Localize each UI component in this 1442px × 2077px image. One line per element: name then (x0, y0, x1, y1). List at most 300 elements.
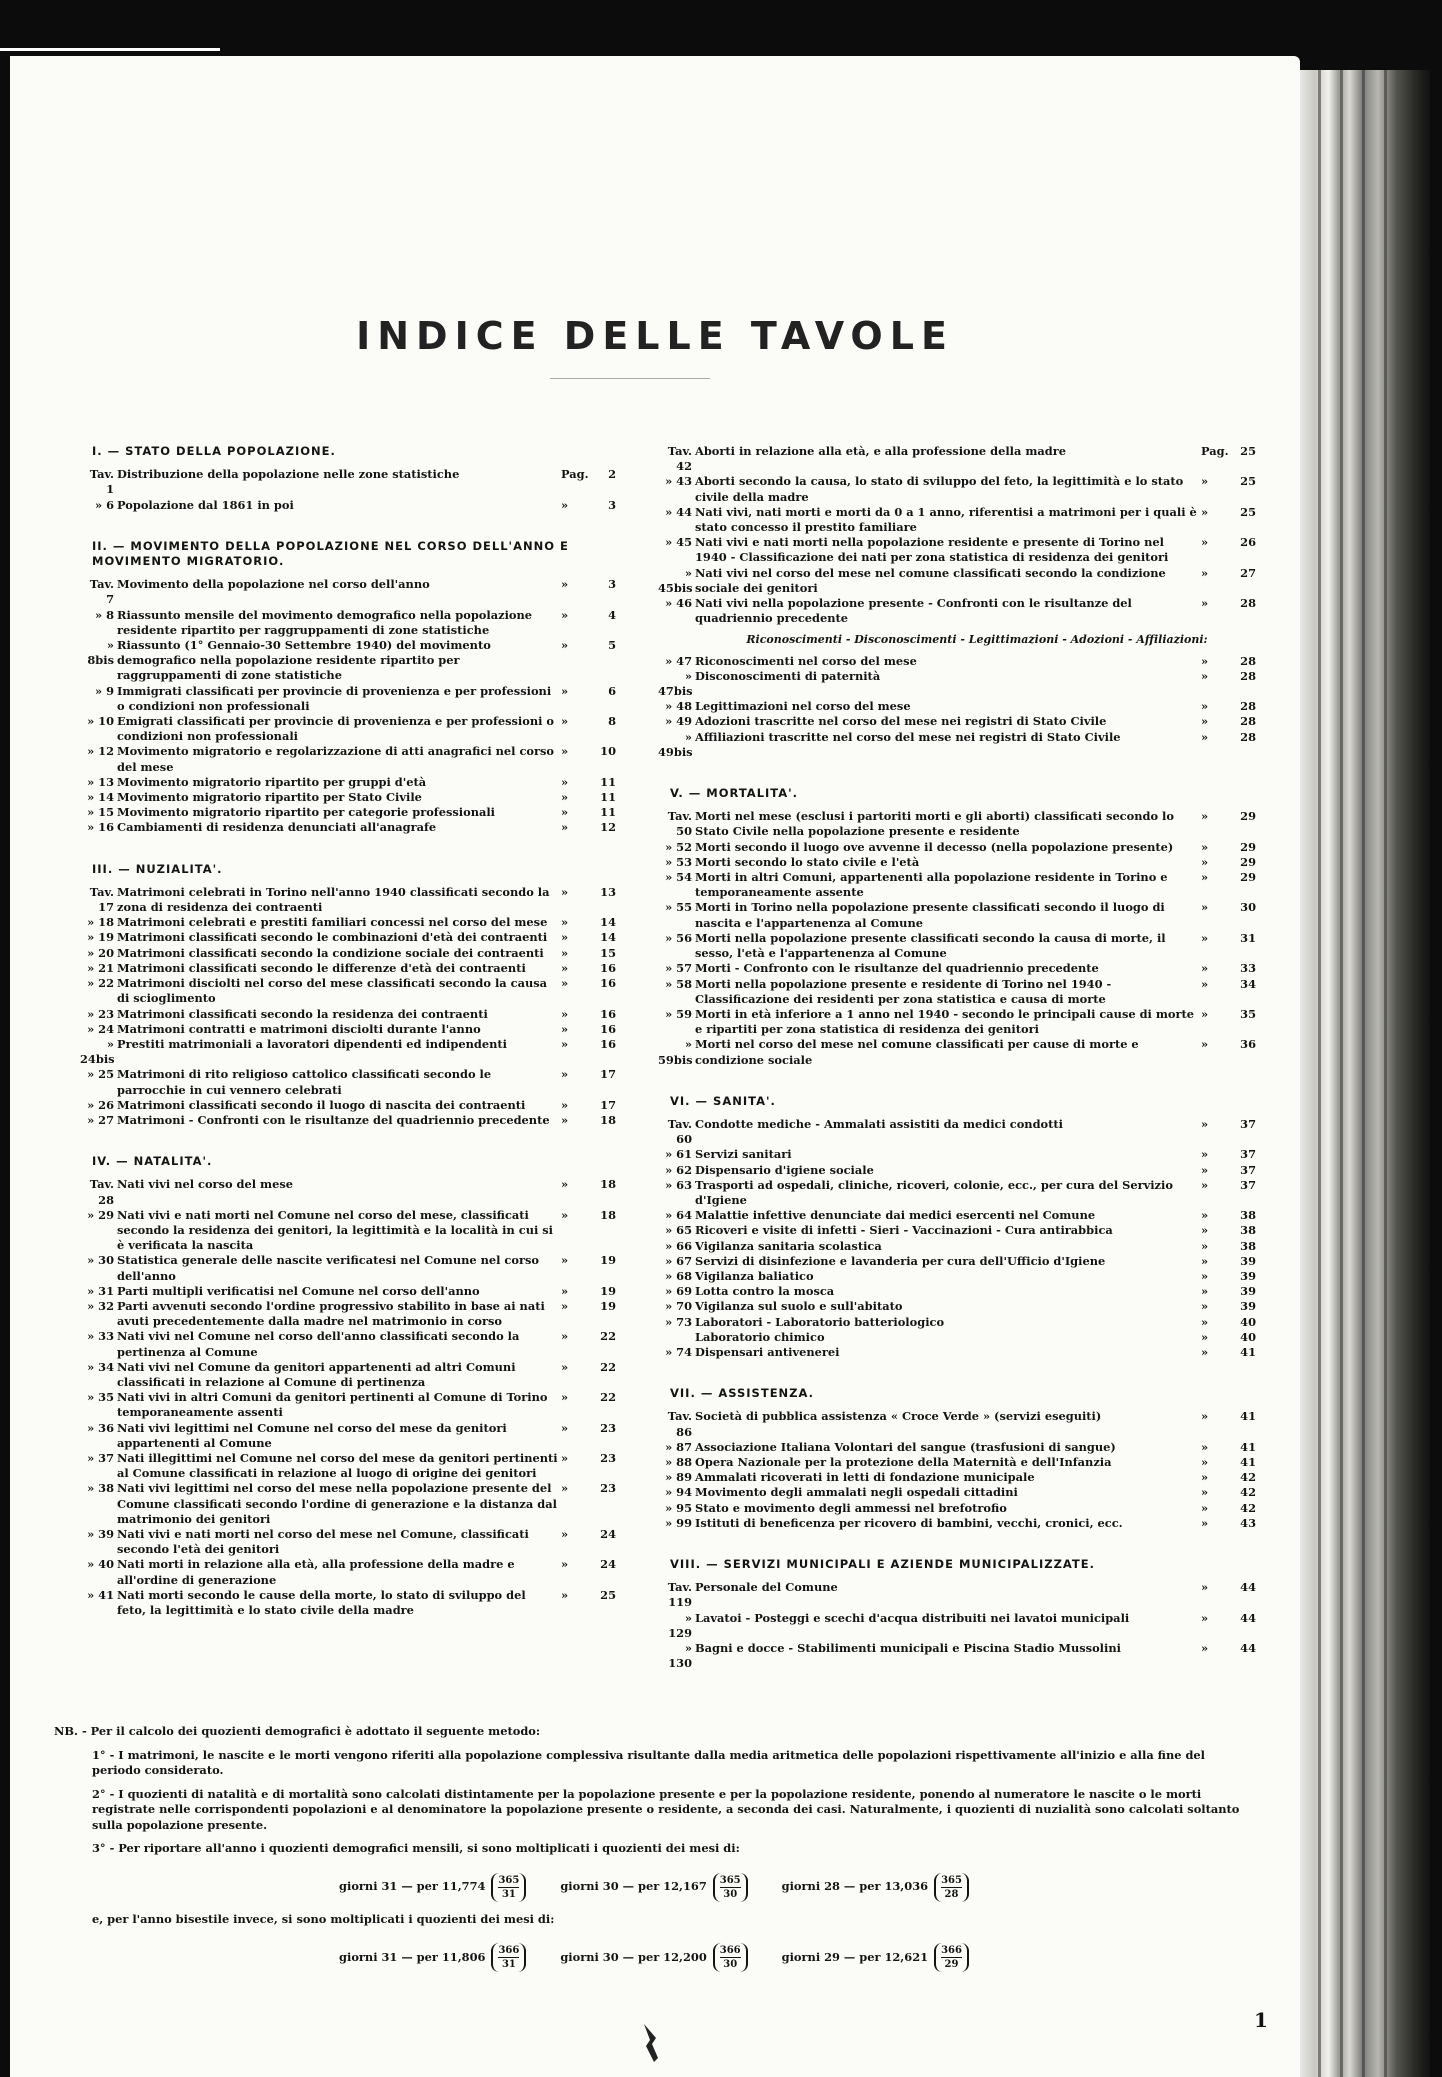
entry-page-number: 44 (1240, 1580, 1256, 1595)
entry-title: Matrimoni classificati secondo le differenze d'età dei contraenti (117, 960, 526, 975)
entry-page-marker: » (1201, 1147, 1209, 1162)
entry-page-marker: » (1201, 565, 1209, 580)
entry-title: Nati illegittimi nel Comune nel corso del mese da genitori pertinenti al Comune classificati in relazione al luogo di origine dei genitori (117, 1450, 558, 1481)
entry-number: » 38 (87, 1481, 114, 1496)
entry-title: Società di pubblica assistenza « Croce Verde » (servizi eseguiti) (695, 1409, 1102, 1424)
index-entry (80, 1481, 616, 1527)
entry-page-number: 23 (600, 1450, 616, 1465)
entry-page-number: 30 (1240, 900, 1256, 915)
entry-page-number: 11 (600, 790, 616, 805)
entry-page-number: 31 (1240, 930, 1256, 945)
fraction-numerator: 365 (498, 1874, 520, 1886)
index-entry (80, 946, 616, 961)
entry-page-number: 22 (600, 1329, 616, 1344)
entry-title: Lavatoi - Posteggi e scechi d'acqua distribuiti nei lavatoi municipali (695, 1610, 1130, 1625)
entry-number: » 68 (665, 1268, 692, 1283)
entry-page-marker: » (561, 1527, 569, 1541)
entry-title: Movimento migratorio ripartito per Stato Civile (117, 790, 422, 805)
entry-page-marker: » (561, 1283, 569, 1298)
index-entry (80, 1098, 616, 1113)
entry-page-number: 3 (608, 497, 616, 512)
entry-title: Lotta contro la mosca (695, 1284, 835, 1299)
index-entry (658, 1409, 1256, 1439)
entry-page-marker: » (561, 638, 569, 653)
entry-title: Nati vivi in altri Comuni da genitori pertinenti al Comune di Torino temporaneamente assenti (117, 1390, 548, 1420)
entry-number: » 14 (87, 790, 114, 805)
entry-page-marker: » (561, 1006, 569, 1021)
entry-page-marker: » (1201, 1299, 1209, 1314)
entry-number: » 49bis (658, 729, 693, 759)
entry-page-number: 16 (600, 960, 616, 975)
section-heading: VI. — SANITA'. (670, 1093, 776, 1108)
entry-title: Distribuzione della popolazione nelle zone statistiche (117, 467, 460, 482)
fraction-denominator: 30 (723, 1959, 738, 1970)
index-entry (80, 915, 616, 930)
entry-number: » 22 (87, 976, 114, 991)
entry-page-marker: » (1201, 1454, 1209, 1469)
section-gap (80, 513, 616, 539)
entry-page-number: 40 (1240, 1314, 1256, 1329)
entry-page-marker: » (561, 1420, 569, 1435)
entry-title: Morti nella popolazione presente classificati secondo la causa di morte, il sesso, l'età e l'appartenenza al Comune (695, 930, 1166, 961)
entry-page-marker: » (1201, 1208, 1209, 1223)
entry-page-marker: » (1201, 699, 1209, 714)
entry-title: Nati vivi legittimi nel Comune nel corso del mese da genitori appartenenti al Comune (117, 1420, 507, 1450)
entry-page-number: 33 (1240, 961, 1256, 976)
entry-title: Riassunto mensile del movimento demografico nella popolazione residente ripartito per raggruppamenti di zone statistiche (117, 607, 533, 637)
fraction-numerator: 366 (941, 1945, 962, 1956)
entry-title: Vigilanza sul suolo e sull'abitato (695, 1299, 903, 1314)
formula-fraction (713, 1943, 748, 1972)
entry-number: » 12 (87, 744, 114, 759)
entry-page-number: 4 (608, 607, 616, 622)
note-item-1: 1° - I matrimoni, le nascite e le morti vengono riferiti alla popolazione complessiva risultante dalla media aritmetica delle popolazioni rispettivamente all'inizio e alla fine del periodo considerato. (92, 1747, 1205, 1777)
entry-number: » 59 (665, 1006, 692, 1021)
index-entry (80, 1067, 616, 1097)
entry-title: Servizi di disinfezione e lavanderia per cura dell'Ufficio d'Igiene (695, 1253, 1106, 1268)
entry-page-number: 11 (600, 774, 616, 789)
entry-number: » 73 (665, 1314, 692, 1329)
entry-title: Aborti secondo la causa, lo stato di sviluppo del feto, la legittimità e lo stato civile della madre (695, 474, 1184, 504)
entry-page-number: 26 (1240, 535, 1256, 550)
entry-page-marker: » (561, 1481, 569, 1496)
entry-page-number: 36 (1240, 1037, 1256, 1052)
entry-title: Nati vivi, nati morti e morti da 0 a 1 anno, riferentisi a matrimoni per i quali è stato concesso il prestito familiare (695, 504, 1197, 535)
formula-leap-year (54, 1943, 1254, 1972)
entry-title: Condotte mediche - Ammalati assistiti da medici condotti (695, 1116, 1063, 1131)
index-entry (658, 730, 1256, 760)
entry-title: Movimento migratorio e regolarizzazione di atti anagrafici nel corso del mese (117, 744, 555, 774)
entry-number: » 8 (94, 607, 114, 622)
entry-page-number: 29 (1240, 839, 1256, 854)
index-entry (658, 444, 1256, 474)
entry-page-marker: » (561, 1207, 569, 1222)
index-entry (80, 638, 616, 684)
entry-number: » 31 (87, 1283, 114, 1298)
entry-page-marker: » (561, 577, 569, 592)
entry-page-number: 22 (600, 1359, 616, 1374)
entry-page-number: 34 (1240, 976, 1256, 991)
index-entry (80, 1284, 616, 1299)
entry-page-marker: » (1201, 870, 1209, 885)
fraction-numerator: 366 (498, 1945, 520, 1956)
entry-page-number: 25 (600, 1587, 616, 1602)
entry-title: Matrimoni disciolti nel corso del mese classificati secondo la causa di scioglimento (117, 976, 548, 1006)
index-entry (80, 790, 616, 805)
entry-number: » 34 (87, 1359, 114, 1374)
index-entry (658, 1299, 1256, 1314)
entry-number: » 43 (665, 474, 692, 489)
entry-page-number: 42 (1240, 1470, 1256, 1485)
entry-number: » 63 (665, 1177, 692, 1192)
entry-number: » 40 (87, 1557, 114, 1572)
index-entry (658, 1485, 1256, 1500)
entry-page-marker: » (561, 1112, 569, 1127)
entry-page-marker: » (1201, 504, 1209, 519)
entry-page-marker: » (561, 805, 569, 820)
entry-page-number: 11 (600, 805, 616, 820)
entry-title: Movimento migratorio ripartito per categorie professionali (117, 805, 496, 820)
entry-title: Prestiti matrimoniali a lavoratori dipendenti ed indipendenti (117, 1036, 507, 1051)
entry-number: » 74 (665, 1344, 692, 1359)
entry-title: Nati vivi e nati morti nel Comune nel corso del mese, classificati secondo la residenza dei genitori, la legittimità e la località in cui si è verificata la nascita (117, 1207, 554, 1253)
entry-title: Istituti di beneficenza per ricovero di bambini, vecchi, cronici, ecc. (695, 1515, 1123, 1530)
entry-page-marker: » (1201, 1641, 1209, 1656)
entry-page-number: 25 (1240, 474, 1256, 489)
index-entry (658, 1611, 1256, 1641)
entry-title: Matrimoni classificati secondo il luogo di nascita dei contraenti (117, 1097, 526, 1112)
entry-number: » 95 (665, 1500, 692, 1515)
entry-page-number: 25 (1240, 504, 1256, 519)
index-entry (658, 977, 1256, 1007)
entry-page-marker: » (1201, 854, 1209, 869)
entry-number: » 20 (87, 945, 114, 960)
entry-number: » 39 (87, 1527, 114, 1541)
entry-title: Morti in età inferiore a 1 anno nel 1940 - secondo le principali cause di morte e ripartiti per zona statistica di residenza dei genitori (695, 1006, 1194, 1037)
entry-title: Matrimoni celebrati e prestiti familiari concessi nel corso del mese (117, 915, 548, 930)
index-entry (80, 820, 616, 835)
entry-title: Ricoveri e visite di infetti - Sieri - Vaccinazioni - Cura antirabbica (695, 1223, 1113, 1238)
entry-title: Nati vivi nel Comune da genitori appartenenti ad altri Comuni classificati in relazione al Comune di pertinenza (117, 1359, 516, 1389)
entry-number: Tav. 17 (89, 884, 114, 915)
index-entry (80, 1007, 616, 1022)
entry-page-number: 29 (1240, 854, 1256, 869)
entry-page-number: 28 (1240, 653, 1256, 668)
section-gap (658, 1531, 1256, 1557)
formula-item (339, 1943, 526, 1972)
section-heading: III. — NUZIALITA'. (92, 861, 223, 876)
entry-title: Movimento degli ammalati negli ospedali cittadini (695, 1485, 1018, 1500)
entry-page-marker: » (561, 607, 569, 622)
entry-page-marker: » (561, 945, 569, 960)
index-entry (658, 840, 1256, 855)
entry-page-marker: » (1201, 1162, 1209, 1177)
index-entry (658, 1470, 1256, 1485)
entry-title: Riassunto (1° Gennaio-30 Settembre 1940) del movimento demografico nella popolazione residente ripartito per raggruppamenti di zone statistiche (117, 638, 491, 683)
entry-title: Servizi sanitari (695, 1147, 792, 1162)
entry-page-marker: » (561, 1021, 569, 1036)
entry-page-marker: » (561, 1359, 569, 1374)
entry-number: » 45bis (658, 565, 693, 595)
entry-title: Movimento della popolazione nel corso dell'anno (117, 577, 430, 592)
entry-page-number: 44 (1240, 1610, 1256, 1625)
index-entry (658, 1147, 1256, 1162)
entry-page-marker: » (561, 930, 569, 945)
index-entry (658, 714, 1256, 729)
index-entry (80, 1299, 616, 1329)
index-entry (658, 1455, 1256, 1470)
formula-fraction (934, 1943, 969, 1972)
entry-number: » 55 (665, 900, 692, 915)
entry-title: Dispensario d'igiene sociale (695, 1162, 874, 1177)
entry-title: Morti in altri Comuni, appartenenti alla popolazione residente in Torino e temporaneamente assente (695, 870, 1168, 900)
entry-number: Tav. 7 (89, 577, 114, 607)
entry-title: Nati morti in relazione alla età, alla professione della madre e all'ordine di generazione (117, 1557, 515, 1587)
entry-page-number: 41 (1240, 1454, 1256, 1469)
index-entry (80, 577, 616, 607)
entry-title: Morti nella popolazione presente e residente di Torino nel 1940 - Classificazione dei residenti per zona statistica e causa di morte (695, 976, 1112, 1006)
index-entry (658, 1208, 1256, 1223)
entry-title: Dispensari antivenerei (695, 1344, 840, 1359)
entry-title: Matrimoni contratti e matrimoni disciolti durante l'anno (117, 1021, 481, 1036)
index-entry (658, 1037, 1256, 1067)
entry-title: Matrimoni celebrati in Torino nell'anno 1940 classificati secondo la zona di residenza dei contraenti (117, 884, 550, 915)
section-gap (80, 1128, 616, 1154)
entry-page-marker: » (1201, 729, 1209, 744)
entry-number: » 129 (668, 1610, 692, 1640)
entry-page-marker: » (1201, 1580, 1209, 1595)
entry-page-marker: » (561, 774, 569, 789)
entry-title: Riconoscimenti nel corso del mese (695, 653, 917, 668)
entry-page-number: 41 (1240, 1409, 1256, 1424)
entry-number: » 32 (87, 1298, 114, 1313)
entry-page-number: 18 (600, 1112, 616, 1127)
fraction-numerator: 365 (719, 1874, 741, 1886)
entry-title: Ammalati ricoverati in letti di fondazione municipale (695, 1470, 1035, 1485)
entry-number: » 9 (94, 683, 114, 698)
entry-number: » 69 (665, 1284, 692, 1299)
entry-number: » 19 (87, 930, 114, 945)
index-entry (658, 1117, 1256, 1147)
section-gap (658, 1360, 1256, 1386)
entry-page-number: 16 (600, 1006, 616, 1021)
entry-page-marker: » (1201, 535, 1209, 550)
index-entry (80, 1451, 616, 1481)
index-entry (658, 566, 1256, 596)
entry-page-marker: » (1201, 474, 1209, 489)
entry-page-number: 29 (1240, 870, 1256, 885)
title-rule (550, 378, 710, 379)
formula-common-year (54, 1873, 1254, 1902)
entry-title: Emigrati classificati per provincie di provenienza e per professioni o condizioni non professionali (117, 714, 555, 744)
entry-number: » 18 (87, 915, 114, 930)
entry-page-marker: » (1201, 668, 1209, 683)
formula-item (782, 1873, 969, 1902)
section-gap (80, 836, 616, 862)
entry-page-marker: » (1201, 1610, 1209, 1625)
index-entry (80, 1557, 616, 1587)
index-entry (80, 1360, 616, 1390)
entry-page-number: 19 (600, 1253, 616, 1268)
entry-title: Adozioni trascritte nel corso del mese nei registri di Stato Civile (695, 714, 1107, 729)
entry-title: Matrimoni classificati secondo le combinazioni d'età dei contraenti (117, 930, 548, 945)
formula-label: giorni 30 — per 12,200 (560, 1949, 707, 1964)
index-entry (658, 870, 1256, 900)
entry-page-marker: » (561, 1067, 569, 1082)
entry-page-number: 28 (1240, 699, 1256, 714)
index-entry (80, 775, 616, 790)
index-entry (658, 1315, 1256, 1330)
entry-number: » 59bis (658, 1037, 693, 1067)
entry-number: » 49 (665, 714, 692, 729)
entry-page-marker: » (561, 790, 569, 805)
entry-page-marker: » (1201, 1329, 1209, 1344)
entry-page-marker: » (1201, 1314, 1209, 1329)
entry-page-marker: » (561, 714, 569, 729)
entry-number: » 48 (665, 699, 692, 714)
index-entry (658, 1269, 1256, 1284)
entry-page-number: 15 (600, 945, 616, 960)
entry-page-marker: » (561, 1329, 569, 1344)
index-entry (658, 1007, 1256, 1037)
entry-number: » 33 (87, 1329, 114, 1344)
entry-page-number: 39 (1240, 1299, 1256, 1314)
index-entry (80, 1037, 616, 1067)
left-column (80, 444, 616, 1618)
entry-number: » 70 (665, 1299, 692, 1314)
entry-number: » 44 (665, 504, 692, 519)
ink-mark (640, 2022, 662, 2064)
formula-label: giorni 30 — per 12,167 (560, 1879, 707, 1894)
entry-title: Laboratori - Laboratorio batteriologico (695, 1314, 945, 1329)
entry-page-number: 22 (600, 1390, 616, 1405)
entry-number: » 16 (87, 820, 114, 835)
section-gap (658, 760, 1256, 786)
formula-item (560, 1943, 747, 1972)
index-entry (80, 930, 616, 945)
section-heading: V. — MORTALITA'. (670, 786, 799, 801)
index-entry (80, 467, 616, 497)
index-entry (80, 1329, 616, 1359)
entry-page-number: 44 (1240, 1641, 1256, 1656)
entry-page-marker: » (561, 1587, 569, 1602)
entry-title: Legittimazioni nel corso del mese (695, 699, 911, 714)
entry-title: Matrimoni - Confronti con le risultanze del quadriennio precedente (117, 1112, 550, 1127)
entry-number: » 64 (665, 1208, 692, 1223)
entry-number: » 8bis (87, 638, 114, 668)
entry-page-marker: » (561, 1097, 569, 1112)
formula-fraction (491, 1943, 526, 1972)
entry-page-marker: Pag. (1201, 444, 1229, 458)
entry-title: Vigilanza baliatico (695, 1268, 814, 1283)
index-entry (80, 1588, 616, 1618)
entry-number: Tav. 28 (89, 1177, 114, 1207)
entry-page-number: 3 (608, 577, 616, 592)
entry-page-number: 27 (1240, 565, 1256, 580)
entry-title: Laboratorio chimico (695, 1329, 825, 1344)
entry-page-number: 28 (1240, 729, 1256, 744)
entry-number: » 62 (665, 1162, 692, 1177)
index-entry (658, 1284, 1256, 1299)
entry-page-marker: » (1201, 961, 1209, 976)
entry-page-number: 41 (1240, 1344, 1256, 1359)
index-entry (80, 976, 616, 1006)
index-entry (80, 1421, 616, 1451)
entry-page-marker: » (561, 915, 569, 930)
fraction-denominator: 31 (501, 1888, 516, 1900)
entry-page-marker: » (1201, 900, 1209, 915)
fraction-denominator: 29 (944, 1959, 959, 1970)
entry-title: Nati morti secondo le cause della morte, lo stato di sviluppo del feto, la legittimità e lo stato civile della madre (117, 1587, 526, 1618)
index-entry (80, 1022, 616, 1037)
entry-title: Nati vivi legittimi nel corso del mese nella popolazione presente del Comune classificati secondo l'ordine di generazione e la distanza dal matrimonio dei genitori (117, 1481, 557, 1526)
entry-title: Nati vivi nella popolazione presente - Confronti con le risultanze del quadriennio precedente (695, 596, 1132, 626)
entry-page-number: 39 (1240, 1284, 1256, 1299)
entry-page-number: 12 (600, 820, 616, 835)
entry-number: » 30 (87, 1253, 114, 1268)
entry-number: » 15 (87, 805, 114, 820)
fraction-numerator: 366 (719, 1945, 741, 1956)
notes-heading: NB. - Per il calcolo dei quozienti demografici è adottato il seguente metodo: (54, 1724, 541, 1738)
entry-page-marker: » (1201, 1515, 1209, 1530)
entry-page-marker: » (1201, 1037, 1209, 1052)
entry-page-marker: » (1201, 714, 1209, 729)
fraction-denominator: 31 (501, 1959, 516, 1970)
index-entry (658, 1345, 1256, 1360)
entry-page-marker: » (1201, 653, 1209, 668)
entry-title: Morti secondo lo stato civile e l'età (695, 854, 920, 869)
entry-page-number: 41 (1240, 1439, 1256, 1454)
entry-title: Nati vivi nel corso del mese (117, 1177, 293, 1192)
entry-title: Nati vivi nel corso del mese nel comune classificati secondo la condizione sociale dei genitori (695, 565, 1166, 595)
index-entry (658, 809, 1256, 839)
index-entry (658, 900, 1256, 930)
entry-page-number: 37 (1240, 1162, 1256, 1177)
entry-title: Popolazione dal 1861 in poi (117, 497, 294, 512)
top-left-white-line (0, 48, 220, 51)
formula-item (339, 1873, 526, 1902)
entry-page-number: 19 (600, 1283, 616, 1298)
entry-title: Opera Nazionale per la protezione della Maternità e dell'Infanzia (695, 1454, 1112, 1469)
index-entry (658, 1516, 1256, 1531)
index-entry (658, 535, 1256, 565)
entry-number: » 27 (87, 1112, 114, 1127)
entry-page-marker: » (561, 744, 569, 759)
top-left-dark-band (0, 0, 220, 46)
entry-number: » 87 (665, 1439, 692, 1454)
entry-page-number: 38 (1240, 1223, 1256, 1238)
entry-number: » 52 (665, 839, 692, 854)
entry-page-marker: » (1201, 930, 1209, 945)
entry-title: Affiliazioni trascritte nel corso del mese nei registri di Stato Civile (695, 729, 1121, 744)
section-heading: I. — STATO DELLA POPOLAZIONE. (92, 444, 336, 458)
entry-page-number: 38 (1240, 1238, 1256, 1253)
entry-title: Trasporti ad ospedali, cliniche, ricoveri, colonie, ecc., per cura del Servizio d'Igiene (695, 1177, 1173, 1207)
index-entry (80, 498, 616, 513)
index-entry (80, 684, 616, 714)
entry-page-marker: » (1201, 1253, 1209, 1268)
entry-number: Tav. 60 (667, 1116, 692, 1147)
index-entry (658, 931, 1256, 961)
entry-title: Statistica generale delle nascite verificatesi nel Comune nel corso dell'anno (117, 1253, 539, 1283)
entry-page-number: 13 (600, 884, 616, 899)
entry-page-number: 23 (600, 1420, 616, 1435)
fraction-numerator: 365 (941, 1874, 962, 1886)
entry-page-number: 43 (1240, 1515, 1256, 1530)
entry-number: » 89 (665, 1470, 692, 1485)
entry-page-marker: Pag. (561, 467, 589, 482)
entry-number: » 47bis (658, 668, 693, 699)
